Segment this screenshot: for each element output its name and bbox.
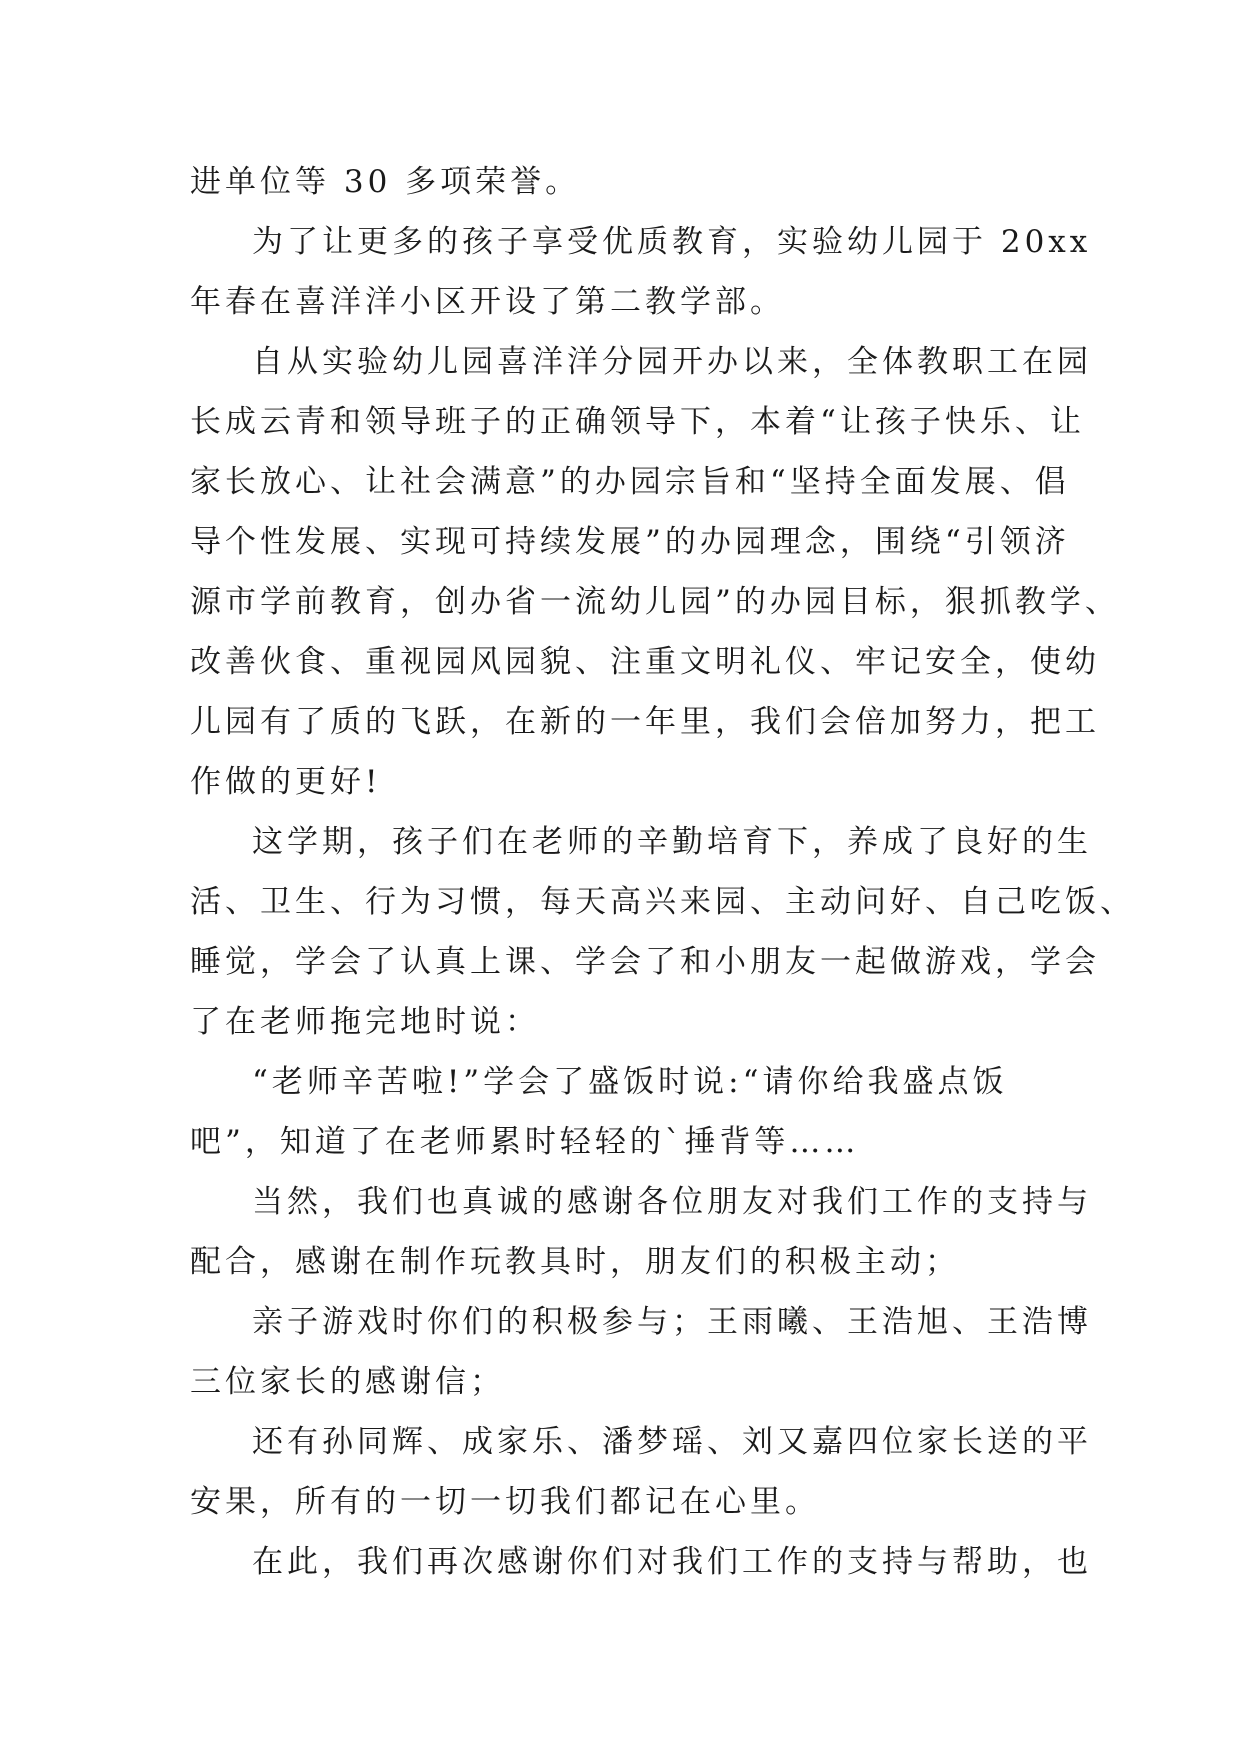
paragraph-line: 年春在喜洋洋小区开设了第二教学部。	[190, 284, 785, 320]
paragraph-line: 自从实验幼儿园喜洋洋分园开办以来，全体教职工在园	[252, 344, 1092, 380]
paragraph-line: 活、卫生、行为习惯，每天高兴来园、主动问好、自己吃饭、	[190, 884, 1135, 920]
paragraph-4	[190, 812, 1135, 1052]
paragraph-line: 安果，所有的一切一切我们都记在心里。	[190, 1484, 820, 1520]
paragraph-line: 这学期，孩子们在老师的辛勤培育下，养成了良好的生	[252, 824, 1092, 860]
paragraph-line: 亲子游戏时你们的积极参与；王雨曦、王浩旭、王浩博	[252, 1304, 1092, 1340]
paragraph-line: 进单位等 30 多项荣誉。	[190, 164, 581, 200]
paragraph-line: 配合，感谢在制作玩教具时，朋友们的积极主动；	[190, 1244, 960, 1280]
paragraph-2	[190, 212, 1092, 332]
paragraph-6	[190, 1172, 1092, 1292]
paragraph-line: 长成云青和领导班子的正确领导下，本着“让孩子快乐、让	[190, 404, 1085, 440]
paragraph-line: 改善伙食、重视园风园貌、注重文明礼仪、牢记安全，使幼	[190, 644, 1100, 680]
paragraph-8	[190, 1412, 1092, 1532]
document-body	[190, 152, 1135, 1592]
paragraph-line: 作做的更好!	[190, 764, 382, 800]
paragraph-line: 导个性发展、实现可持续发展”的办园理念，围绕“引领济	[190, 524, 1070, 560]
paragraph-line: 吧”，知道了在老师累时轻轻的`捶背等……	[190, 1124, 860, 1160]
paragraph-line: 家长放心、让社会满意”的办园宗旨和“坚持全面发展、倡	[190, 464, 1070, 500]
paragraph-line: 睡觉，学会了认真上课、学会了和小朋友一起做游戏，学会	[190, 944, 1100, 980]
paragraph-line: 在此，我们再次感谢你们对我们工作的支持与帮助，也	[252, 1544, 1092, 1580]
paragraph-3	[190, 332, 1120, 812]
paragraph-line: 源市学前教育，创办省一流幼儿园”的办园目标，狠抓教学、	[190, 584, 1120, 620]
paragraph-line: 三位家长的感谢信；	[190, 1364, 505, 1400]
paragraph-line: 儿园有了质的飞跃，在新的一年里，我们会倍加努力，把工	[190, 704, 1100, 740]
paragraph-7	[190, 1292, 1092, 1412]
paragraph-line: 了在老师拖完地时说：	[190, 1004, 540, 1040]
paragraph-line: 为了让更多的孩子享受优质教育，实验幼儿园于 20xx	[252, 224, 1092, 260]
paragraph-line: 当然，我们也真诚的感谢各位朋友对我们工作的支持与	[252, 1184, 1092, 1220]
paragraph-9	[190, 1532, 1092, 1592]
paragraph-1	[190, 152, 1050, 212]
paragraph-line: “老师辛苦啦!”学会了盛饭时说:“请你给我盛点饭	[252, 1064, 1008, 1100]
paragraph-5	[190, 1052, 1050, 1172]
paragraph-line: 还有孙同辉、成家乐、潘梦瑶、刘又嘉四位家长送的平	[252, 1424, 1092, 1460]
